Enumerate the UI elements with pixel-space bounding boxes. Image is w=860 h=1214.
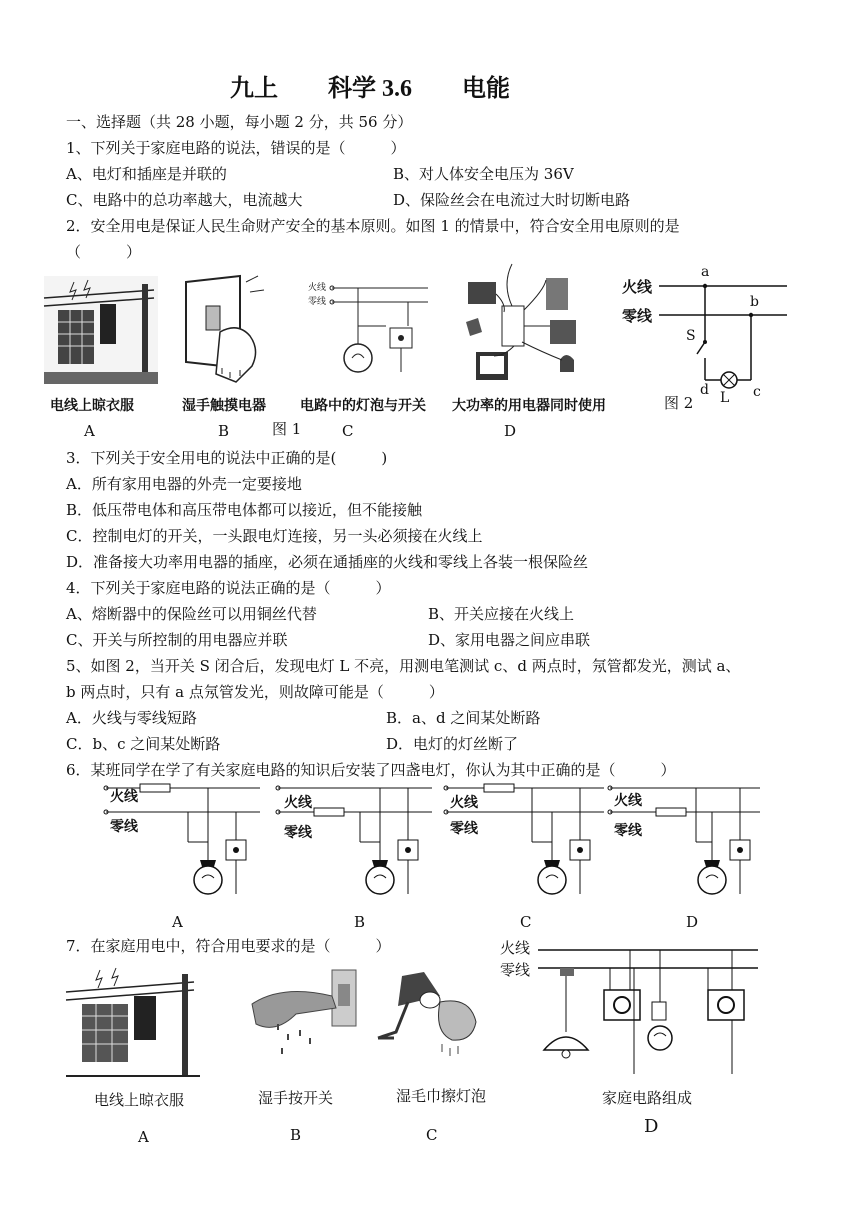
- q7-stem: 7．在家庭用电中，符合用电要求的是（ ）: [66, 937, 391, 955]
- q2-caption-d: 大功率的用电器同时使用: [452, 397, 606, 413]
- q7-figure-d-circuit: [536, 942, 760, 1080]
- q6-circuit-c: [444, 782, 604, 906]
- q1-option-b: B、对人体安全电压为 36V: [393, 165, 574, 183]
- q5-option-a: A．火线与零线短路: [66, 709, 197, 727]
- q7-label-a: A: [138, 1128, 149, 1146]
- fig2-label: 图 2: [664, 394, 694, 412]
- q7-label-c: C: [426, 1126, 438, 1144]
- q7-label-b: B: [290, 1126, 302, 1144]
- q2-stem: 2．安全用电是保证人民生命财产安全的基本原则。如图 1 的情景中，符合安全用电原则的是: [66, 217, 680, 235]
- fig2-point-c: c: [753, 384, 761, 400]
- q3-option-c: C．控制电灯的开关，一头跟电灯连接，另一头必须接在火线上: [66, 527, 483, 545]
- q2-figure-a-illustration: [44, 276, 158, 384]
- q4-option-a: A、熔断器中的保险丝可以用铜丝代替: [66, 605, 317, 623]
- q2-figure-d-illustration: [460, 262, 600, 386]
- q7-figure-b-illustration: [248, 964, 370, 1074]
- q1-option-c: C、电路中的总功率越大，电流越大: [66, 191, 303, 209]
- fig2-point-b: b: [750, 294, 759, 310]
- q7-caption-b: 湿手按开关: [258, 1089, 334, 1107]
- q7-caption-d: 家庭电路组成: [602, 1089, 693, 1107]
- fig1-label: 图 1: [272, 420, 302, 438]
- q6-label-a: A: [172, 913, 183, 931]
- q7-label-d: D: [644, 1116, 659, 1137]
- q6-label-d: D: [686, 913, 699, 931]
- q5-stem-line2: b 两点时，只有 a 点氖管发光，则故障可能是（ ）: [66, 683, 444, 701]
- q7-figure-c-illustration: [372, 968, 484, 1074]
- q2-caption-b: 湿手触摸电器: [182, 397, 266, 413]
- q6-circuit-d: [604, 782, 764, 906]
- q6-label-c: C: [520, 913, 532, 931]
- title-subject: 科学 3.6: [328, 76, 412, 102]
- q6-d-fire: 火线: [614, 792, 642, 808]
- fig2-neutral-label: 零线: [622, 308, 653, 325]
- q6-a-fire: 火线: [110, 788, 138, 804]
- page-title: [0, 68, 740, 103]
- fig2-point-d: d: [700, 382, 709, 398]
- fig2-lamp-l: L: [720, 390, 730, 406]
- fig2-switch-s: S: [686, 328, 696, 344]
- q4-stem: 4．下列关于家庭电路的说法正确的是（ ）: [66, 579, 391, 597]
- fig2-fire-label: 火线: [622, 279, 653, 296]
- q2-label-d: D: [504, 422, 517, 440]
- q1-option-d: D、保险丝会在电流过大时切断电路: [393, 191, 631, 209]
- q6-c-fire: 火线: [450, 794, 478, 810]
- q7-d-neutral-label: 零线: [500, 961, 531, 979]
- q6-circuit-b: [272, 782, 432, 906]
- q7-figure-a-illustration: [66, 964, 200, 1080]
- q2-label-a: A: [84, 422, 95, 440]
- q1-option-a: A、电灯和插座是并联的: [66, 165, 227, 183]
- q4-option-d: D、家用电器之间应串联: [428, 631, 591, 649]
- title-topic: 电能: [462, 76, 510, 102]
- q6-b-neutral: 零线: [284, 824, 312, 840]
- q4-option-c: C、开关与所控制的用电器应并联: [66, 631, 288, 649]
- q2-c-fire-label: 火线: [308, 283, 327, 293]
- q2-label-b: B: [218, 422, 230, 440]
- q2-caption-c: 电路中的灯泡与开关: [300, 397, 426, 413]
- q3-option-b: B．低压带电体和高压带电体都可以接近，但不能接触: [66, 501, 423, 519]
- q1-stem: 1、下列关于家庭电路的说法，错误的是（ ）: [66, 139, 406, 157]
- q5-option-d: D．电灯的灯丝断了: [386, 735, 519, 753]
- q6-c-neutral: 零线: [450, 820, 478, 836]
- section-heading: 一、选择题（共 28 小题，每小题 2 分，共 56 分）: [66, 113, 413, 131]
- fig2-circuit: [655, 268, 790, 398]
- q6-d-neutral: 零线: [614, 822, 642, 838]
- q2-figure-c-circuit: [300, 276, 430, 384]
- q6-b-fire: 火线: [284, 794, 312, 810]
- q6-stem: 6．某班同学在学了有关家庭电路的知识后安装了四盏电灯，你认为其中正确的是（ ）: [66, 761, 676, 779]
- q5-option-b: B．a、d 之间某处断路: [386, 709, 541, 727]
- title-grade: 九上: [230, 76, 278, 102]
- q2-caption-a: 电线上晾衣服: [50, 397, 134, 413]
- fig2-point-a: a: [701, 264, 710, 280]
- q3-option-a: A．所有家用电器的外壳一定要接地: [66, 475, 302, 493]
- q7-caption-c: 湿毛巾擦灯泡: [396, 1087, 487, 1105]
- q7-d-fire-label: 火线: [500, 939, 531, 957]
- q6-label-b: B: [354, 913, 366, 931]
- q5-option-c: C．b、c 之间某处断路: [66, 735, 221, 753]
- q5-stem-line1: 5、如图 2，当开关 S 闭合后，发现电灯 L 不亮，用测电笔测试 c、d 两点时，氖管都发光，测试 a、: [66, 657, 741, 675]
- q3-stem: 3．下列关于安全用电的说法中正确的是( ): [66, 449, 388, 467]
- q6-circuit-a: [100, 782, 260, 906]
- q4-option-b: B、开关应接在火线上: [428, 605, 575, 623]
- q3-option-d: D．准备接大功率用电器的插座，必须在通插座的火线和零线上各装一根保险丝: [66, 553, 589, 571]
- q2-paren: （ ）: [66, 243, 142, 261]
- q2-figure-b-illustration: [180, 272, 272, 384]
- q6-a-neutral: 零线: [110, 818, 138, 834]
- q2-c-neutral-label: 零线: [308, 297, 327, 307]
- q2-label-c: C: [342, 422, 354, 440]
- q7-caption-a: 电线上晾衣服: [94, 1091, 185, 1109]
